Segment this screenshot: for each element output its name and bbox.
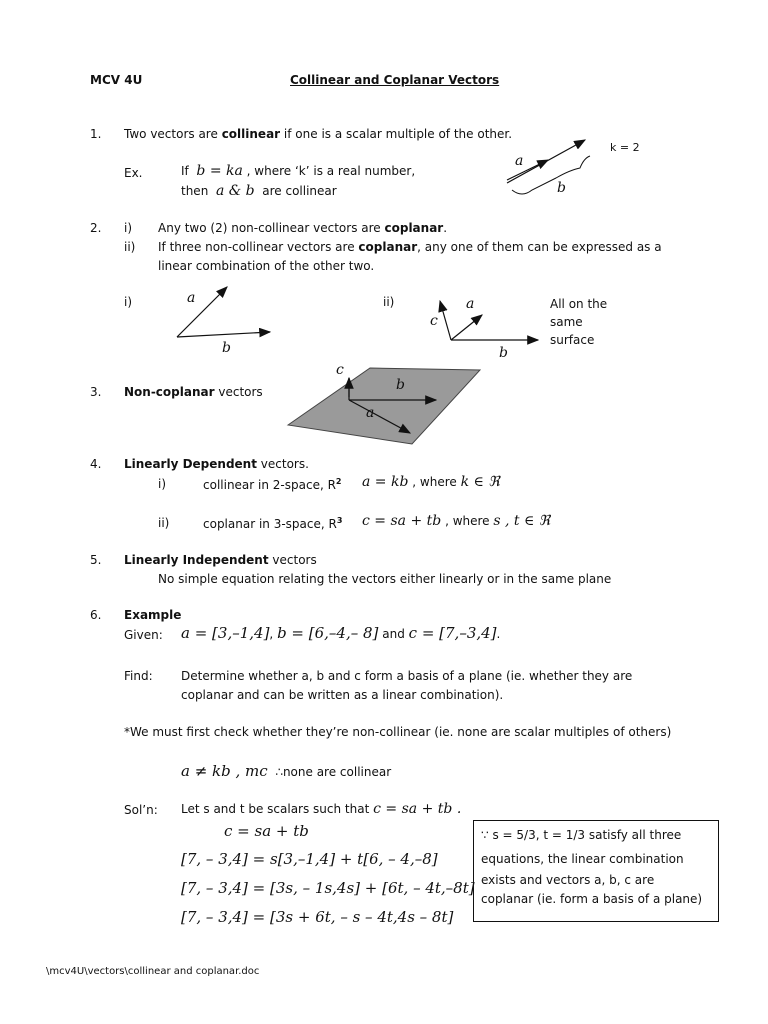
section-5-number: 5. [90,553,102,567]
fig-i-vector-b [177,332,270,337]
find-label: Find: [124,669,153,683]
section-1-text: Two vectors are collinear if one is a scalar multiple of the other. [124,127,513,141]
conclusion-line-4: coplanar (ie. form a basis of a plane) [481,892,703,906]
fig-i-label-b: b [222,340,231,356]
section-4-ii-equation: c = sa + tb , where s , t ∈ ℜ [362,513,551,529]
example-pair: a & b [215,183,255,199]
section-2-ii-text: If three non-collinear vectors are coplanar, any one of them can be expressed as a [158,240,662,254]
fig-ii-label-a: a [466,296,475,312]
fig-i-label-a: a [187,290,196,306]
plane-label-a: a [366,405,375,421]
section-4-i-label: i) [158,477,167,491]
k-label: k = 2 [610,141,640,154]
course-code: MCV 4U [90,73,143,87]
surface-note-2: same [550,315,583,329]
section-3-text: Non-coplanar vectors [124,385,263,399]
fig-ii-label-c: c [430,313,438,329]
fig-ii-vector-c [440,301,451,340]
section-4-i-text: collinear in 2-space, $R^2$ [203,477,342,492]
surface-note-1: All on the [550,297,608,311]
section-2-ii-line2: linear combination of the other two. [158,259,375,273]
conclusion-line-3: exists and vectors a, b, c are [481,873,655,887]
fig-ii-vector-a [451,315,482,340]
example-equation: b = ka [196,163,243,179]
section-4-ii-label: ii) [158,516,170,530]
fig-ii-label-b: b [499,345,508,361]
collinear-label-b: b [557,180,566,196]
find-line-2: coplanar and can be written as a linear combination). [181,688,504,702]
given-values: a = [3,–1,4], b = [6,–4,– 8] and c = [7,–3,4]. [181,624,501,642]
solution-intro: Let s and t be scalars such that c = sa + tb . [181,801,462,817]
section-2-i-label: i) [124,221,133,235]
plane-label-b: b [396,377,405,393]
conclusion-line-2: equations, the linear combination [481,852,684,866]
footer-path: \mcv4U\vectors\collinear and coplanar.doc [46,966,260,977]
collinear-label-a: a [515,153,524,169]
solution-eq-1: c = sa + tb [224,822,309,840]
solution-eq-2: [7, – 3,4] = s[3,–1,4] + t[6, – 4,–8] [181,850,438,868]
example-line-1: If b = ka , where ‘k’ is a real number, [181,163,416,179]
figure-ii-label: ii) [383,295,395,309]
section-5-line2: No simple equation relating the vectors either linearly or in the same plane [158,572,612,586]
section-6-number: 6. [90,608,102,622]
section-4-i-equation: a = kb , where k ∈ ℜ [362,474,500,490]
collinear-check-note: *We must first check whether they’re non-collinear (ie. none are scalar multiples of others) [124,725,672,739]
section-1-number: 1. [90,127,102,141]
given-label: Given: [124,628,163,642]
surface-note-3: surface [550,333,595,347]
example-heading: Example [124,608,182,622]
page-title: Collinear and Coplanar Vectors [290,73,500,87]
section-3-number: 3. [90,385,102,399]
section-2-ii-label: ii) [124,240,136,254]
fig-i-vector-a [177,287,227,337]
section-4-ii-text: coplanar in 3-space, $R^3$ [203,516,343,531]
section-5-text: Linearly Independent vectors [124,553,317,567]
example-line-2: then a & b are collinear [181,183,337,199]
section-2-number: 2. [90,221,102,235]
solution-label: Sol’n: [124,803,158,817]
section-4-text: Linearly Dependent vectors. [124,457,309,471]
section-4-number: 4. [90,457,102,471]
solution-eq-3: [7, – 3,4] = [3s, – 1s,4s] + [6t, – 4t,–8t] [181,879,475,897]
section-2-i-text: Any two (2) non-collinear vectors are coplanar. [158,221,448,235]
figure-i-label: i) [124,295,133,309]
solution-eq-4: [7, – 3,4] = [3s + 6t, – s – 4t,4s – 8t] [181,908,454,926]
plane-surface [288,368,480,444]
plane-label-c: c [336,362,344,378]
example-label: Ex. [124,166,143,180]
conclusion-line-1: ∵ s = 5/3, t = 1/3 satisfy all three [481,828,682,842]
noncollinear-statement: a ≠ kb , mc ∴none are collinear [181,762,392,780]
find-line-1: Determine whether a, b and c form a basis of a plane (ie. whether they are [181,669,633,683]
